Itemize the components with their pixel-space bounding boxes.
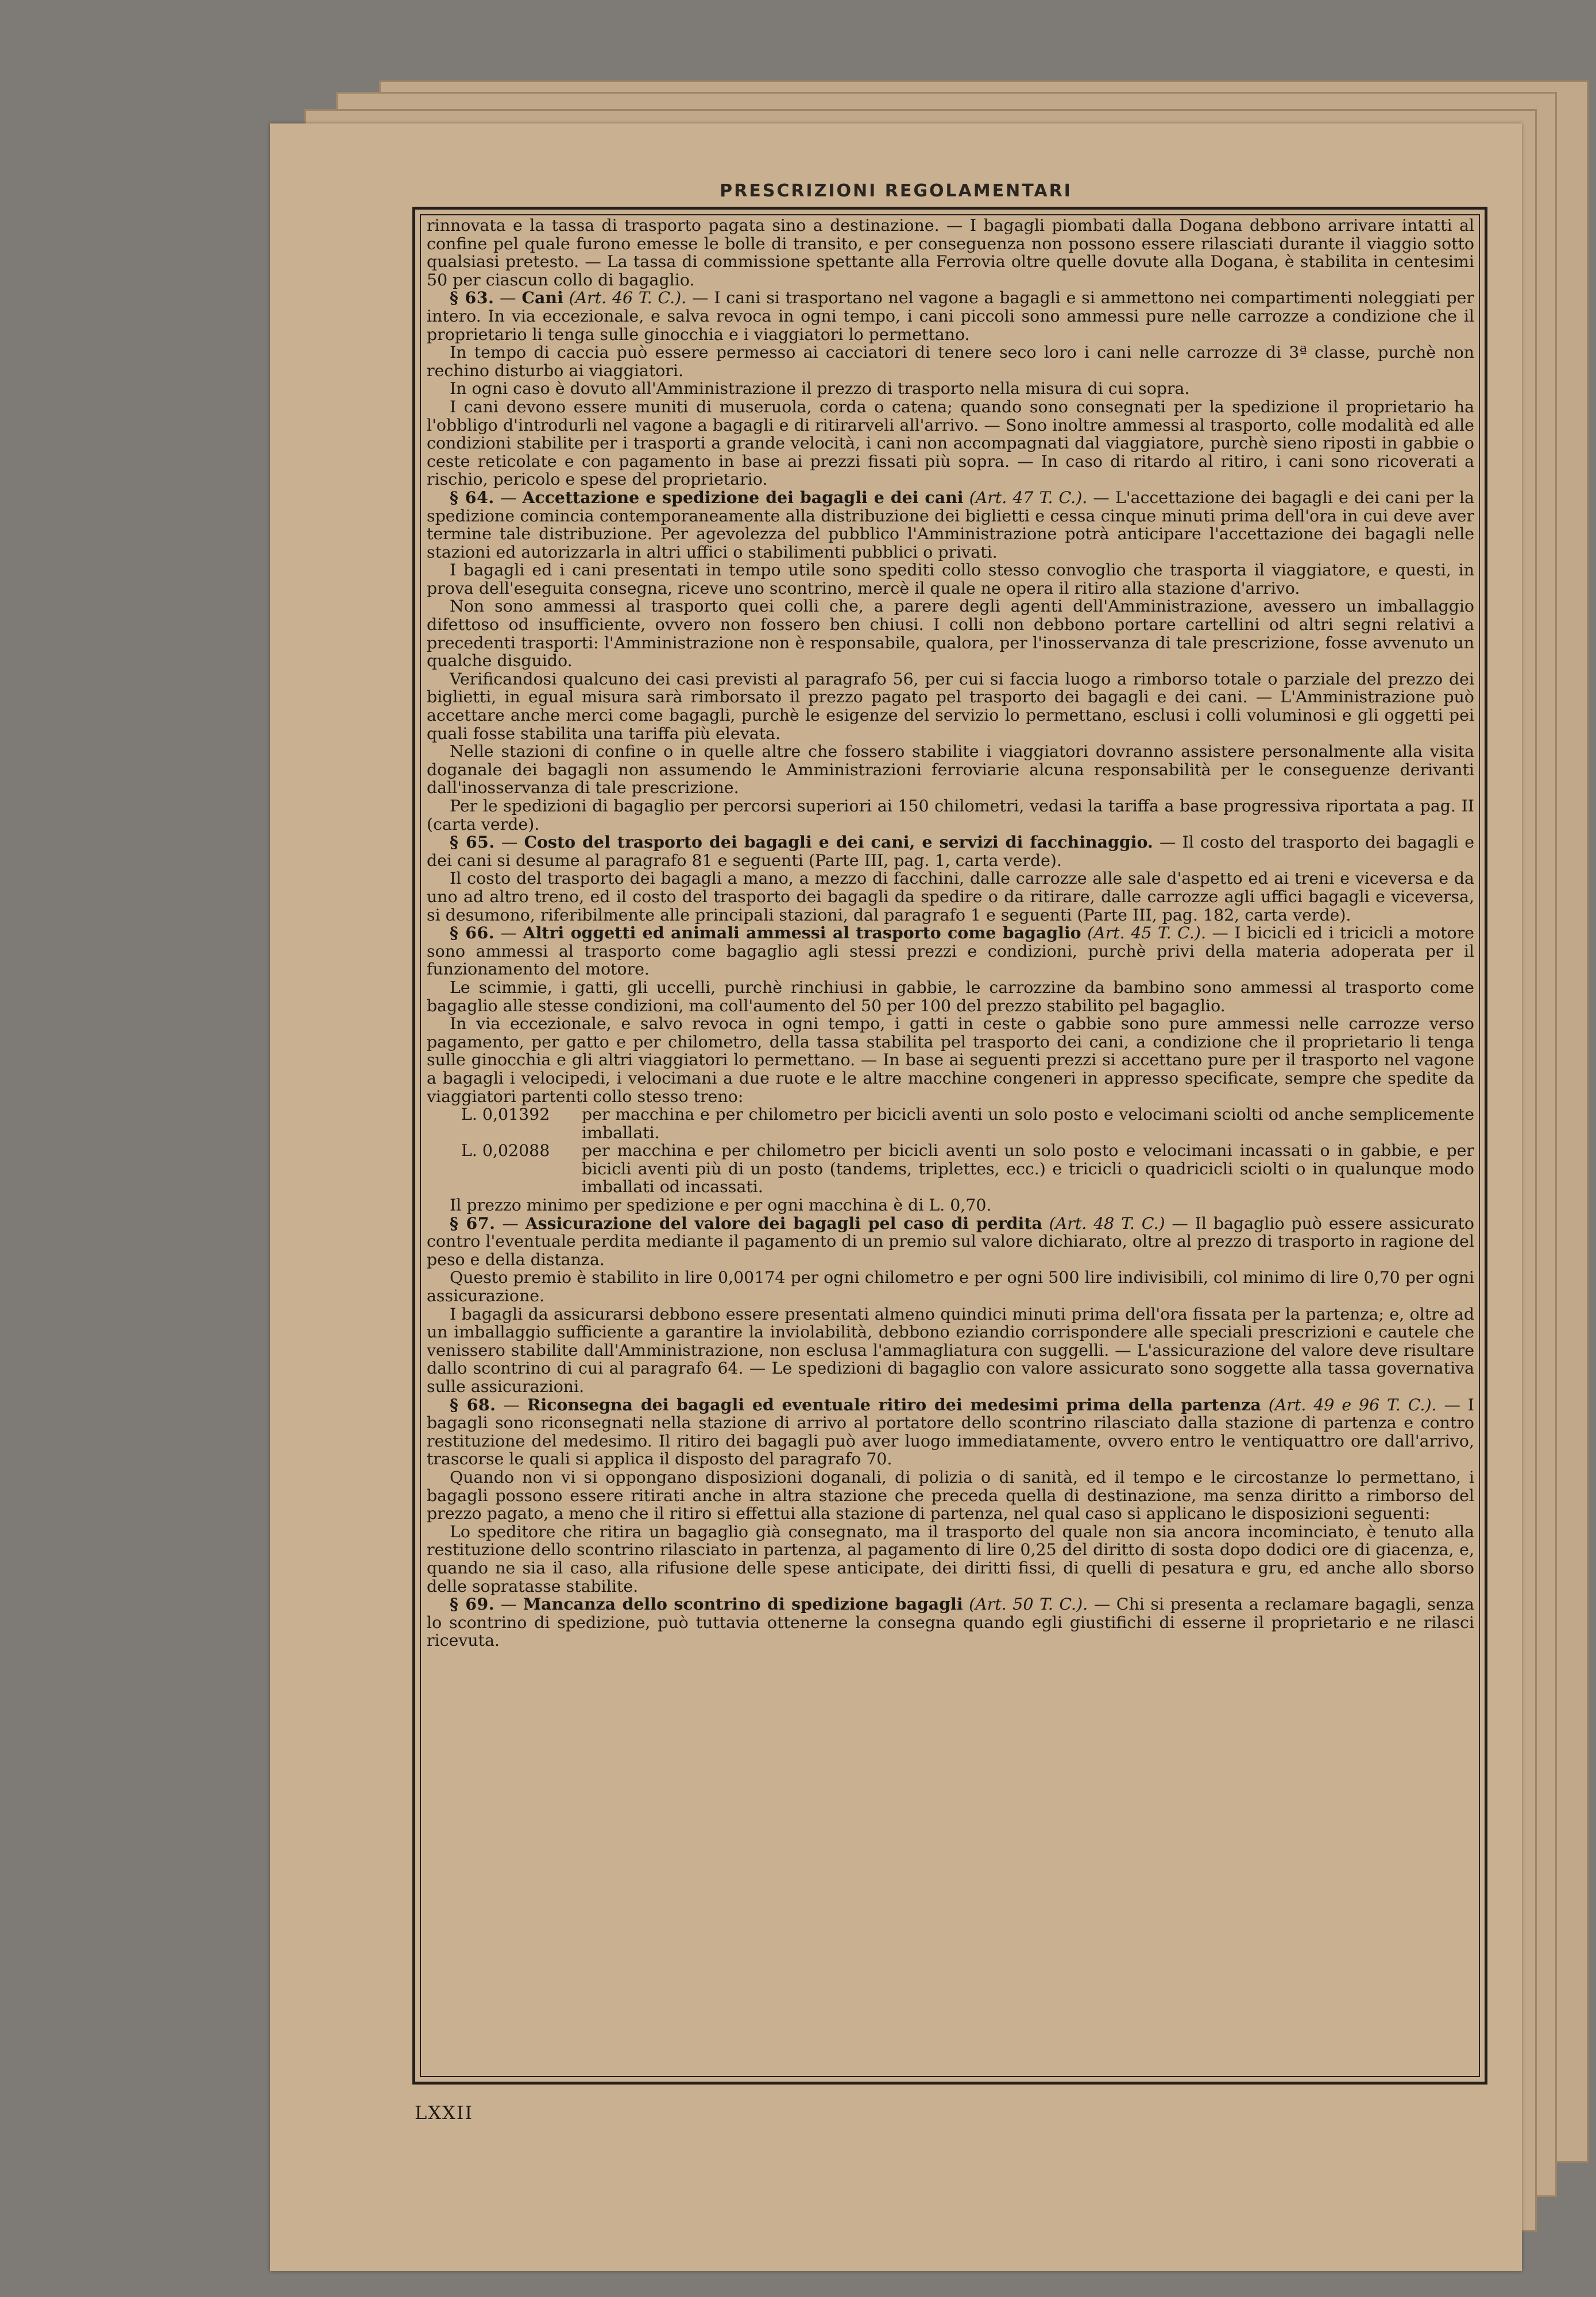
section-title: Cani bbox=[521, 288, 563, 308]
section-reference: (Art. 46 T. C.). bbox=[569, 288, 687, 308]
section-title: Costo del trasporto dei bagagli e dei cani, e servizi di facchinaggio. bbox=[524, 832, 1153, 852]
section-paragraph: § 68. — Riconsegna dei bagagli ed eventuale ritiro dei medesimi prima della partenza (Art. 49 e 96 T. C.). — I bagagli sono riconsegnati nella stazione di arrivo al portatore dello scontrino rilasciato dalla stazione di partenza e contro restituzione del medesimo. Il ritiro dei bagagli può aver luogo immediatamente, ovvero entro le ventiquattro ore dall'arrivo, trascorse le quali si applica il disposto del paragrafo 70. bbox=[427, 1394, 1474, 1469]
page-header: PRESCRIZIONI REGOLAMENTARI bbox=[720, 181, 1072, 201]
body-paragraph: Quando non vi si oppongano disposizioni doganali, di polizia o di sanità, ed il tempo e le circostanze lo permettano, i bagagli possono essere ritirati anche in altra stazione che preceda quella di destinazione, ma senza diritto a rimborso del prezzo pagato, a meno che il ritiro si effettui alla stazione di partenza, nel qual caso si applicano le disposizioni seguenti: bbox=[427, 1467, 1474, 1523]
body-paragraph: In via eccezionale, e salvo revoca in ogni tempo, i gatti in ceste o gabbie sono pure ammessi nelle carrozze verso pagamento, per gatto e per chilometro, della tassa stabilita pel trasporto dei cani, a condizione che il proprietario li tenga sulle ginocchia e gli altri viaggiatori lo permettano. — In base ai seguenti prezzi si accettano pure per il trasporto nel vagone a bagagli i velocipedi, i velocimani a due ruote e le altre macchine congeneri in appresso specificate, sempre che spedite da viaggiatori partenti collo stesso treno: bbox=[427, 1014, 1474, 1106]
section-paragraph: § 63. — Cani (Art. 46 T. C.). — I cani si trasportano nel vagone a bagagli e si ammettono nei compartimenti noleggiati per intero. In via eccezionale, e salva revoca in ogni tempo, i cani piccoli sono ammessi pure nelle carrozze a condizione che il proprietario li tenga sulle ginocchia e i viaggiatori lo permettano. bbox=[427, 288, 1474, 344]
section-lead-text: — I bicicli ed i tricicli a motore sono ammessi al trasporto come bagaglio agli stessi prezzi e condizioni, purchè privi della materia adoperata per il funzionamento del motore. bbox=[427, 923, 1474, 979]
section-number: § 69. bbox=[450, 1594, 495, 1614]
section-number: § 67. bbox=[450, 1213, 496, 1233]
body-paragraph: Il costo del trasporto dei bagagli a mano, a mezzo di facchini, dalle carrozze alle sale d'aspetto ed ai treni e viceversa e da uno ad altro treno, ed il costo del trasporto dei bagagli da spedire o da ritirare, dalle carrozze agli uffici bagagli e viceversa, si desumono, riferibilmente alle principali stazioni, dal paragrafo 1 e seguenti (Parte III, pag. 182, carta verde). bbox=[427, 869, 1474, 925]
section-number: § 64. bbox=[450, 487, 494, 507]
body-paragraph: Per le spedizioni di bagaglio per percorsi superiori ai 150 chilometri, vedasi la tariffa a base progressiva riportata a pag. II (carta verde). bbox=[427, 796, 1474, 834]
section-title: Riconsegna dei bagagli ed eventuale ritiro dei medesimi prima della partenza bbox=[527, 1394, 1261, 1414]
regulation-text bbox=[427, 216, 1474, 2075]
page-number: LXXII bbox=[415, 2102, 474, 2124]
body-paragraph: I bagagli ed i cani presentati in tempo utile sono spediti collo stesso convoglio che trasporta il viaggiatore, e questi, in prova dell'eseguita consegna, riceve uno scontrino, mercè il quale ne opera il ritiro alla stazione d'arrivo. bbox=[427, 560, 1474, 598]
section-paragraph: § 67. — Assicurazione del valore dei bagagli pel caso di perdita (Art. 48 T. C.) — Il bagaglio può essere assicurato contro l'eventuale perdita mediante il pagamento di un premio sul valore dichiarato, oltre al prezzo di trasporto in ragione del peso e della distanza. bbox=[427, 1213, 1474, 1269]
section-reference: (Art. 49 e 96 T. C.). bbox=[1268, 1395, 1437, 1414]
section-title: Altri oggetti ed animali ammessi al trasporto come bagaglio bbox=[523, 923, 1081, 943]
body-paragraph: I cani devono essere muniti di museruola, corda o catena; quando sono consegnati per la spedizione il proprietario ha l'obbligo d'introdurli nel vagone a bagagli e di ritirarveli all'arrivo. — Sono inoltre ammessi al trasporto, colle modalità ed alle condizioni stabilite per i trasporti a grande velocità, i cani non accompagnati dal viaggiatore, purchè sieno riposti in gabbie o ceste reticolate e con pagamento in base ai prezzi fissati più sopra. — In caso di ritardo al ritiro, i cani sono ricoverati a rischio, pericolo e spese del proprietario. bbox=[427, 397, 1474, 489]
section-lead-text: — Il bagaglio può essere assicurato contro l'eventuale perdita mediante il pagamento di un premio sul valore dichiarato, oltre al prezzo di trasporto in ragione del peso e della distanza. bbox=[427, 1213, 1474, 1269]
section-number: § 66. bbox=[450, 923, 495, 943]
tariff-row bbox=[461, 1105, 1474, 1142]
body-paragraph: rinnovata e la tassa di trasporto pagata sino a destinazione. — I bagagli piombati dalla Dogana debbono arrivare intatti al confine pel quale furono emesse le bolle di transito, e per conseguenza non possono essere rilasciati durante il viaggio sotto qualsiasi pretesto. — La tassa di commissione spettante alla Ferrovia oltre quelle dovute alla Dogana, è stabilita in centesimi 50 per ciascun collo di bagaglio. bbox=[427, 216, 1474, 289]
section-lead-text: — L'accettazione dei bagagli e dei cani per la spedizione comincia contemporaneamente alla distribuzione dei biglietti e cessa cinque minuti prima dell'ora in cui deve aver termine tale distribuzione. Per agevolezza del pubblico l'Amministrazione potrà anticipare l'accettazione dei bagagli nelle stazioni ed autorizzarla in altri uffici o stabilimenti pubblici o privati. bbox=[427, 488, 1474, 562]
tariff-row bbox=[461, 1142, 1474, 1196]
section-title: Assicurazione del valore dei bagagli pel caso di perdita bbox=[525, 1213, 1042, 1233]
section-number: § 65. bbox=[450, 832, 495, 852]
section-reference: (Art. 45 T. C.). bbox=[1087, 923, 1206, 943]
section-reference: (Art. 48 T. C.) bbox=[1049, 1213, 1165, 1233]
body-paragraph: Le scimmie, i gatti, gli uccelli, purchè rinchiusi in gabbie, le carrozzine da bambino sono ammessi al trasporto come bagaglio alle stesse condizioni, ma coll'aumento del 50 per 100 del prezzo stabilito pel bagaglio. bbox=[427, 977, 1474, 1015]
section-number: § 68. bbox=[450, 1394, 496, 1414]
body-paragraph: Verificandosi qualcuno dei casi previsti al paragrafo 56, per cui si faccia luogo a rimborso totale o parziale del prezzo dei biglietti, in egual misura sarà rimborsato il prezzo pagato pel trasporto dei bagagli e dei cani. — L'Amministrazione può accettare anche merci come bagagli, purchè le esigenze del servizio lo permettano, esclusi i colli voluminosi e gli oggetti pei quali fosse stabilita una tariffa più elevata. bbox=[427, 669, 1474, 743]
text-frame bbox=[412, 207, 1487, 2085]
section-number: § 63. bbox=[450, 288, 494, 308]
body-paragraph: Non sono ammessi al trasporto quei colli che, a parere degli agenti dell'Amministrazione, avessero un imballaggio difettoso od insufficiente, ovvero non fossero ben chiusi. I colli non debbono portare cartellini od altri segni relativi a precedenti trasporti: l'Amministrazione non è responsabile, qualora, per l'inosservanza di tale prescrizione, fosse avvenuto un qualche disguido. bbox=[427, 597, 1474, 671]
body-paragraph: Nelle stazioni di confine o in quelle altre che fossero stabilite i viaggiatori dovranno assistere personalmente alla visita doganale dei bagagli non assumendo le Amministrazioni ferroviarie alcuna responsabilità per le conseguenze derivanti dall'inosservanza di tale prescrizione. bbox=[427, 742, 1474, 798]
tariff-amount: L. 0,02088 bbox=[461, 1141, 550, 1161]
body-paragraph: Lo speditore che ritira un bagaglio già consegnato, ma il trasporto del quale non sia ancora incominciato, è tenuto alla restituzione dello scontrino rilasciato in partenza, al pagamento di lire 0,25 del diritto di sosta dopo dodici ore di giacenza, e, quando ne sia il caso, alla rifusione delle spese anticipate, dei diritti fissi, di quelli di pesatura e gru, ed anche allo sborso delle sopratasse stabilite. bbox=[427, 1522, 1474, 1596]
section-paragraph: § 64. — Accettazione e spedizione dei bagagli e dei cani (Art. 47 T. C.). — L'accettazione dei bagagli e dei cani per la spedizione comincia contemporaneamente alla distribuzione dei biglietti e cessa cinque minuti prima dell'ora in cui deve aver termine tale distribuzione. Per agevolezza del pubblico l'Amministrazione potrà anticipare l'accettazione dei bagagli nelle stazioni ed autorizzarla in altri uffici o stabilimenti pubblici o privati. bbox=[427, 487, 1474, 562]
section-title: Mancanza dello scontrino di spedizione bagagli bbox=[523, 1594, 963, 1614]
section-paragraph: § 69. — Mancanza dello scontrino di spedizione bagagli (Art. 50 T. C.). — Chi si presenta a reclamare bagagli, senza lo scontrino di spedizione, può tuttavia ottenerne la consegna quando egli giustifichi di esserne il proprietario e ne rilasci ricevuta. bbox=[427, 1594, 1474, 1650]
body-paragraph: In tempo di caccia può essere permesso ai cacciatori di tenere seco loro i cani nelle carrozze di 3ª classe, purchè non rechino disturbo ai viaggiatori. bbox=[427, 343, 1474, 380]
section-reference: (Art. 50 T. C.). bbox=[969, 1595, 1088, 1614]
section-paragraph: § 66. — Altri oggetti ed animali ammessi al trasporto come bagaglio (Art. 45 T. C.). — I bicicli ed i tricicli a motore sono ammessi al trasporto come bagaglio agli stessi prezzi e condizioni, purchè privi della materia adoperata per il funzionamento del motore. bbox=[427, 923, 1474, 979]
section-reference: (Art. 47 T. C.). bbox=[969, 488, 1088, 507]
body-paragraph: Questo premio è stabilito in lire 0,00174 per ogni chilometro e per ogni 500 lire indivisibili, col minimo di lire 0,70 per ogni assicurazione. bbox=[427, 1268, 1474, 1306]
section-lead-text: — I bagagli sono riconsegnati nella stazione di arrivo al portatore dello scontrino rilasciato dalla stazione di partenza e contro restituzione del medesimo. Il ritiro dei bagagli può aver luogo immediatamente, ovvero entro le ventiquattro ore dall'arrivo, trascorse le quali si applica il disposto del paragrafo 70. bbox=[427, 1395, 1474, 1469]
section-lead-text: — Chi si presenta a reclamare bagagli, senza lo scontrino di spedizione, può tuttavia ottenerne la consegna quando egli giustifichi di esserne il proprietario e ne rilasci ricevuta. bbox=[427, 1595, 1474, 1650]
body-paragraph: I bagagli da assicurarsi debbono essere presentati almeno quindici minuti prima dell'ora fissata per la partenza; e, oltre ad un imballaggio sufficiente a garantire la inviolabilità, debbono eziandio corrispondere alle speciali prescrizioni e cautele che venissero stabilite dall'Amministrazione, non esclusa l'ammagliatura con suggelli. — L'assicurazione del valore deve risultare dallo scontrino di cui al paragrafo 64. — Le spedizioni di bagaglio con valore assicurato sono soggette alla tassa governativa sulle assicurazioni. bbox=[427, 1304, 1474, 1396]
tariff-description: per macchina e per chilometro per bicicli aventi un solo posto e velocimani sciolti od anche semplicemente imballati. bbox=[582, 1105, 1474, 1142]
section-title: Accettazione e spedizione dei bagagli e dei cani bbox=[522, 487, 964, 507]
document-page bbox=[270, 123, 1522, 2271]
section-lead-text: — I cani si trasportano nel vagone a bagagli e si ammettono nei compartimenti noleggiati per intero. In via eccezionale, e salva revoca in ogni tempo, i cani piccoli sono ammessi pure nelle carrozze a condizione che il proprietario li tenga sulle ginocchia e i viaggiatori lo permettano. bbox=[427, 288, 1474, 344]
tariff-amount: L. 0,01392 bbox=[461, 1105, 550, 1124]
tariff-description: per macchina e per chilometro per bicicli aventi un solo posto e velocimani incassati o in gabbie, e per bicicli aventi più di un posto (tandems, triplettes, ecc.) e tricicli o quadricicli sciolti o in qualunque modo imballati od incassati. bbox=[582, 1141, 1474, 1197]
section-paragraph: § 65. — Costo del trasporto dei bagagli e dei cani, e servizi di facchinaggio. — Il costo del trasporto dei bagagli e dei cani si desume al paragrafo 81 e seguenti (Parte III, pag. 1, carta verde). bbox=[427, 832, 1474, 870]
body-paragraph: Il prezzo minimo per spedizione e per ogni macchina è di L. 0,70. bbox=[450, 1196, 992, 1215]
section-lead-text: — Il costo del trasporto dei bagagli e dei cani si desume al paragrafo 81 e seguenti (Parte III, pag. 1, carta verde). bbox=[427, 833, 1474, 870]
body-paragraph: In ogni caso è dovuto all'Amministrazione il prezzo di trasporto nella misura di cui sopra. bbox=[450, 379, 1190, 399]
